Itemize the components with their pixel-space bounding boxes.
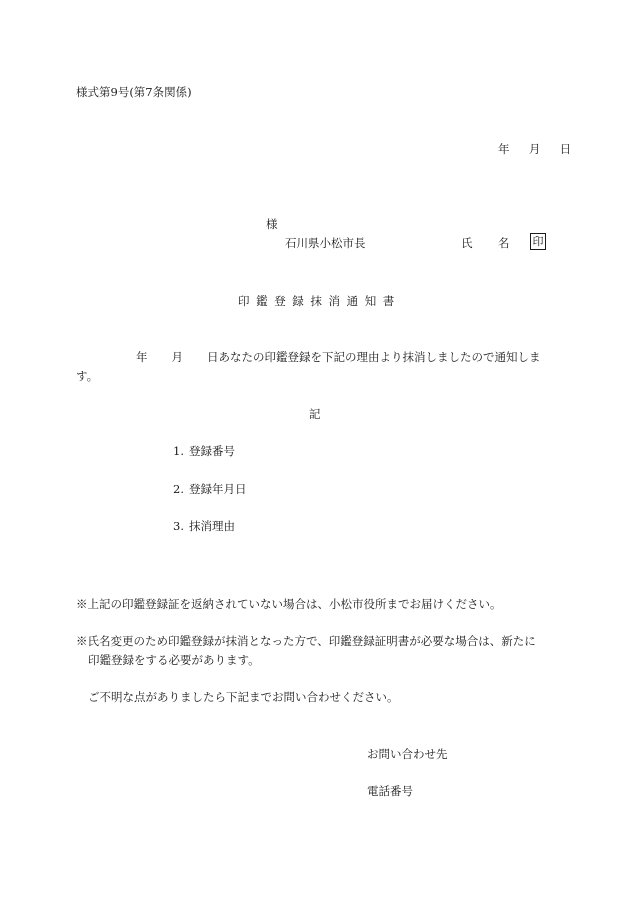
phone-label: 電話番号 [367,784,413,798]
item-label: 登録年月日 [189,482,247,496]
item-number: 2. [173,482,184,496]
item-number: 1. [173,444,184,458]
item-label: 登録番号 [189,444,235,458]
item-label: 抹消理由 [189,519,235,533]
recipient-suffix: 様 [266,217,278,231]
ki-heading: 記 [309,407,321,421]
form-number: 様式第9号(第7条関係) [76,85,192,99]
body-line-1 [76,349,541,365]
note-name-change-line-2: 印鑑登録をする必要があります。 [88,653,260,667]
document-title: 印鑑登録抹消通知書 [238,294,401,308]
inquiry-text: ご不明な点がありましたら下記までお問い合わせください。 [88,690,399,704]
list-item [173,518,235,534]
note-name-change-line-1: ※氏名変更のため印鑑登録が抹消となった方で、印鑑登録証明書が必要な場合は、新たに [76,634,536,648]
date-month: 月 [528,142,541,156]
body-text: 日あなたの印鑑登録を下記の理由より抹消しましたので通知しま [207,350,541,364]
contact-label: お問い合わせ先 [367,747,448,761]
list-item [173,443,235,459]
item-number: 3. [173,519,184,533]
issuer-name: 石川県小松市長 [285,236,366,250]
body-line-2: す。 [76,369,99,383]
date-day: 日 [559,142,572,156]
body-month: 月 [171,350,183,364]
note-return-card: ※上記の印鑑登録証を返納されていない場合は、小松市役所までお届けください。 [76,597,502,611]
list-item [173,481,247,497]
name-label-shi: 氏 [461,236,473,250]
name-label [461,235,509,251]
date-year: 年 [498,142,510,156]
body-year: 年 [136,350,148,364]
date-line [498,141,571,157]
name-label-mei: 名 [497,236,510,250]
seal-box: 印 [530,233,546,250]
